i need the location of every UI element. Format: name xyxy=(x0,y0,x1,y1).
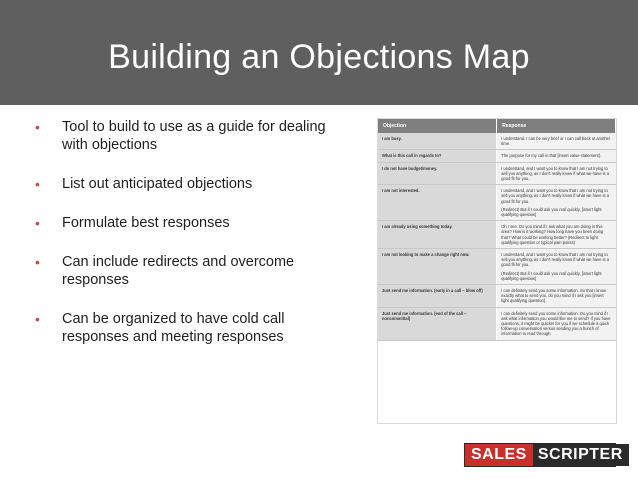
table-row xyxy=(378,185,616,221)
table-row xyxy=(378,285,616,308)
logo-word-sales: SALES xyxy=(465,444,533,466)
bullet-item xyxy=(35,253,335,289)
response-cell xyxy=(497,133,616,150)
objection-cell: I am not interested. xyxy=(378,185,497,221)
table-row xyxy=(378,162,616,185)
response-redirect-text: (Redirect) But if I could ask you real quickly, [insert light qualifying question] xyxy=(501,206,602,218)
title-bar xyxy=(0,0,638,105)
bullet-text: Can be organized to have cold call responses and meeting responses xyxy=(62,311,285,345)
table-row xyxy=(378,133,616,150)
response-cell xyxy=(497,249,616,285)
table-row xyxy=(378,150,616,162)
response-cell xyxy=(497,150,616,162)
objection-cell: I am not looking to make a change right now. xyxy=(378,249,497,285)
response-text: Oh I see. Do you mind if I ask what you are doing in this area? How is it working? How long have you been doing that? What could be working better? (Redirect to light qualifying question or typical pain points) xyxy=(501,224,604,245)
response-cell xyxy=(497,307,616,340)
objection-cell: Just send me information. (early in a call – blow off) xyxy=(378,285,497,308)
objection-cell: I am busy. xyxy=(378,133,497,150)
slide-title: Building an Objections Map xyxy=(108,38,530,76)
bullet-item xyxy=(35,175,335,193)
table-row xyxy=(378,249,616,285)
bullet-text: List out anticipated objections xyxy=(62,176,253,192)
objection-cell: I am already using something today. xyxy=(378,221,497,249)
bullet-dot-icon: • xyxy=(35,176,40,192)
response-text: I understand. I can be very brief or I can call back at another time. xyxy=(501,136,611,147)
bullet-list xyxy=(35,118,335,346)
response-text: The purpose for my call in that [insert value statement]. xyxy=(501,153,601,159)
column-header-objection: Objection xyxy=(378,119,497,133)
logo-word-scripter: SCRIPTER xyxy=(533,444,629,466)
bullet-dot-icon: • xyxy=(35,311,40,327)
objections-table xyxy=(378,119,616,341)
column-header-response: Response xyxy=(497,119,616,133)
bullet-dot-icon: • xyxy=(35,119,40,135)
objections-map-table-image xyxy=(377,118,617,424)
table-row xyxy=(378,307,616,340)
table-header-row xyxy=(378,119,616,133)
response-text: I can definitely send you some information. So that I know exactly what to send you, do you mind if I ask you [insert light qualifying question]. xyxy=(501,288,606,304)
response-text: I understand, and I want you to know that I am not trying to sell you anything, as I don't really know if what we have is a good fit for you. xyxy=(501,188,609,204)
response-text: I can definitely send you some information. Do you mind if I ask what information you would like me to send? If you have questions, it might be quicker for you if we schedule a quick follow-up conversation versus sending you a bunch of information to read through. xyxy=(501,310,611,337)
bullet-dot-icon: • xyxy=(35,215,40,231)
bullet-item xyxy=(35,310,335,346)
response-cell xyxy=(497,221,616,249)
bullet-text: Formulate best responses xyxy=(62,215,230,231)
response-text: I understand, and I want you to know that I am not trying to sell you anything, as I don't really know if what we have is a good fit for you. xyxy=(501,252,609,268)
bullet-dot-icon: • xyxy=(35,254,40,270)
response-redirect-text: (Redirect) But if I could ask you real quickly, [insert light qualifying question] xyxy=(501,270,602,281)
response-text: I understand, and I want you to know that I am not trying to sell you anything, as I don't really know if what we have is a good fit for you. xyxy=(501,165,609,182)
bullet-text: Can include redirects and overcome responses xyxy=(62,254,295,288)
bullet-item xyxy=(35,214,335,232)
response-cell xyxy=(497,285,616,308)
sales-scripter-logo xyxy=(464,443,623,467)
objection-cell: I do not have budget/money. xyxy=(378,162,497,185)
bullet-item xyxy=(35,118,335,154)
response-cell xyxy=(497,162,616,185)
bullet-text: Tool to build to use as a guide for dealing with objections xyxy=(62,119,326,153)
table-row xyxy=(378,221,616,249)
response-cell xyxy=(497,185,616,221)
objection-cell: What is this call in regards to? xyxy=(378,150,497,162)
objection-cell: Just send me information. (end of the call – noncommittal) xyxy=(378,307,497,340)
